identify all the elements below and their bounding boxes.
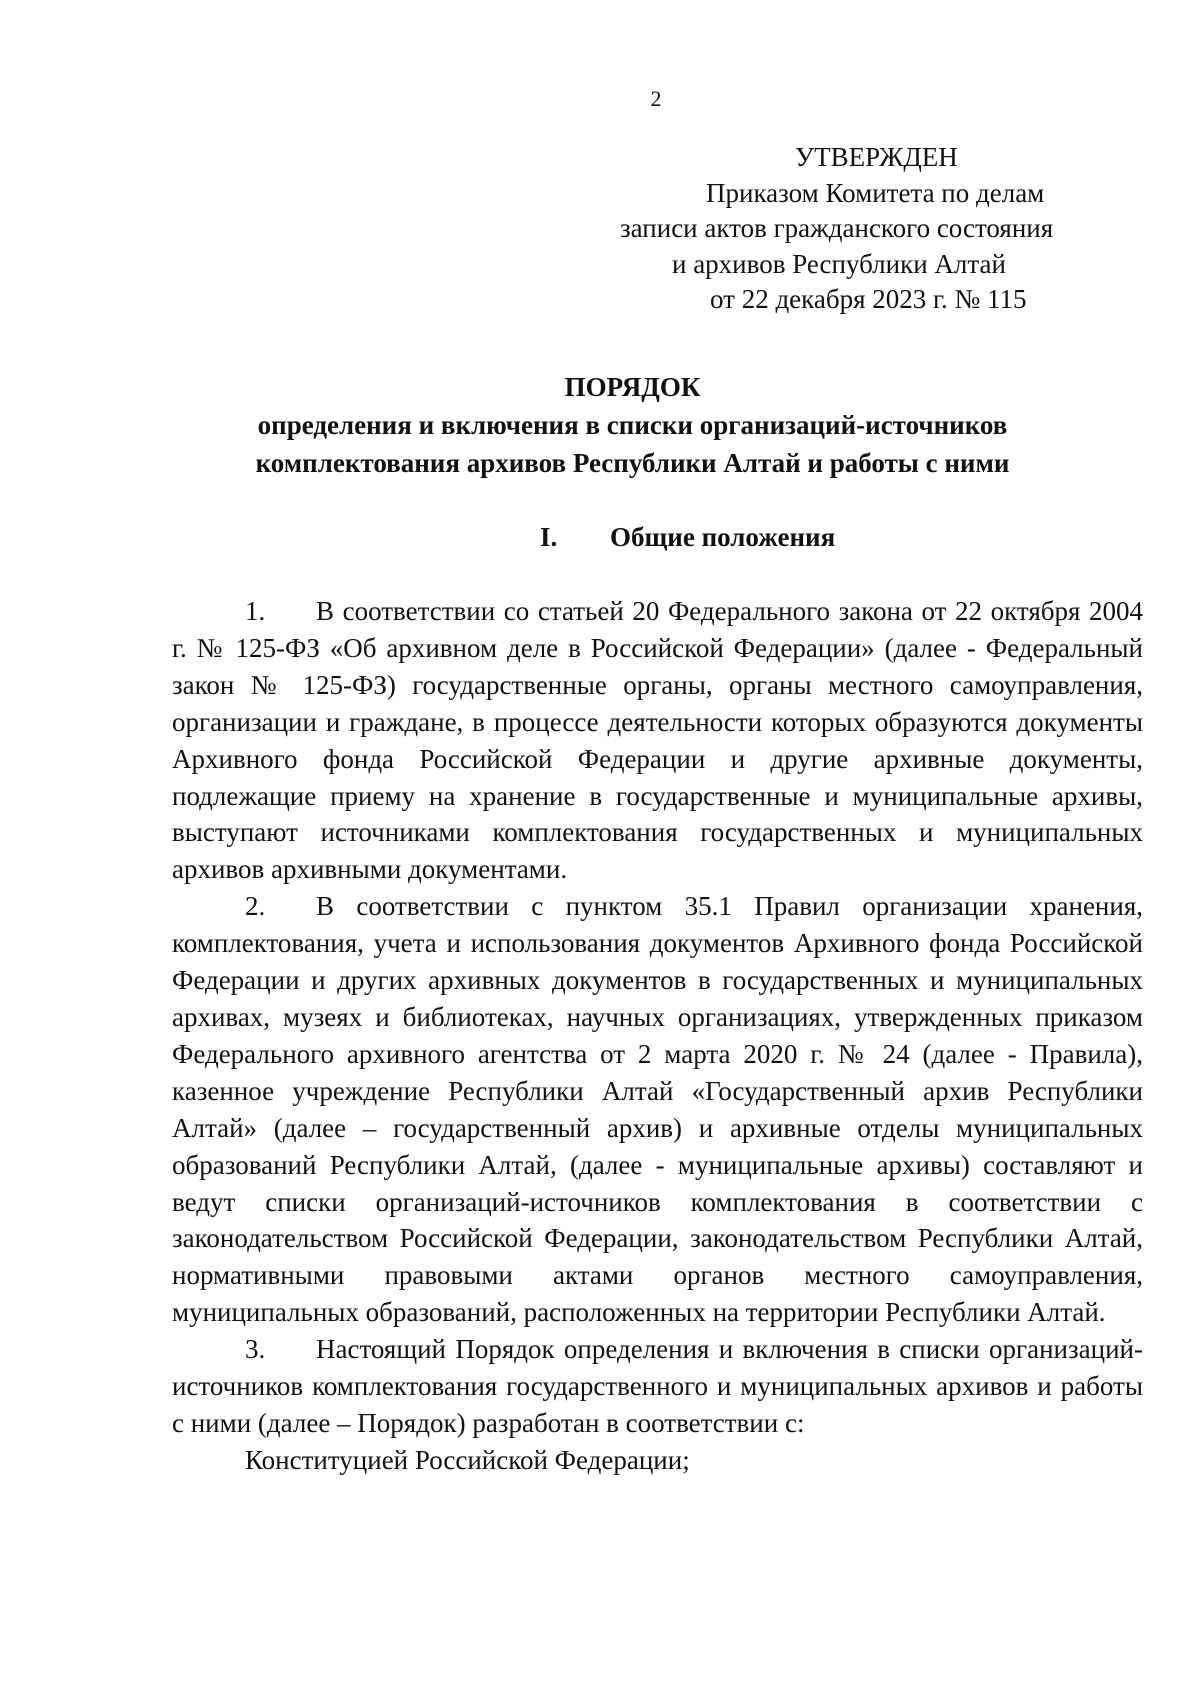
document-subtitle-line-2: комплектования архивов Республики Алтай и работы с ними (255, 448, 1010, 478)
approval-stamp (620, 140, 1170, 318)
paragraph-number: 3. (245, 1334, 266, 1365)
section-number: I. (540, 522, 558, 552)
approval-line-approved: УТВЕРЖДЕН (795, 142, 958, 172)
paragraph-3 (172, 1331, 1143, 1442)
document-title: ПОРЯДОК (564, 372, 701, 402)
page-number: 2 (650, 86, 662, 111)
paragraph-text: Настоящий Порядок определения и включения в списки организаций-источников комплектования государственного и муниципальных архивов и работы с ними (далее – Порядок) разработан в соответствии с: (172, 1334, 1143, 1438)
paragraph-1 (172, 593, 1143, 888)
paragraph-number: 2. (245, 891, 266, 922)
approval-line-order: Приказом Комитета по делам (706, 177, 1045, 208)
section-title: Общие положения (610, 522, 836, 552)
paragraph-number: 1. (245, 596, 266, 626)
document-subtitle-line-1: определения и включения в списки организаций-источников (257, 410, 1008, 440)
paragraph-text: В соответствии с пунктом 35.1 Правил организации хранения, комплектования, учета и использования документов Архивного фонда Российской Федерации и других архивных документов в государственных и муниципальных архивах, музеях и библиотеках, научных организациях, утвержденных приказом Федерального архивного агентства от 2 марта 2020 г. № 24 (далее - Правила), казенное учреждение Республики Алтай «Государственный архив Республики Алтай» (далее – государственный архив) и архивные отделы муниципальных образований Республики Алтай, (далее - муниципальные архивы) составляют и ведут списки организаций-источников комплектования в соответствии с законодательством Российской Федерации, законодательством Республики Алтай, нормативными правовыми актами органов местного самоуправления, муниципальных образований, расположенных на территории Республики Алтай. (172, 891, 1143, 1328)
approval-line-archives: и архивов Республики Алтай (672, 248, 1006, 279)
approval-line-date: от 22 декабря 2023 г. № 115 (710, 284, 1027, 314)
paragraph-2 (172, 888, 1143, 1331)
list-item: Конституцией Российской Федерации; (245, 1444, 690, 1475)
document-body (172, 593, 1143, 1479)
document-heading (0, 368, 1200, 482)
approval-line-committee: записи актов гражданского состояния (620, 213, 1054, 243)
paragraph-text: В соответствии со статьей 20 Федерального закона от 22 октября 2004 г. № 125-ФЗ «Об архивном деле в Российской Федерации» (далее - Федеральный закон № 125-ФЗ) государственные органы, органы местного самоуправления, организации и граждане, в процессе деятельности которых образуются документы Архивного фонда Российской Федерации и другие архивные документы, подлежащие приему на хранение в государственные и муниципальные архивы, выступают источниками комплектования государственных и муниципальных архивов архивными документами. (172, 596, 1143, 885)
